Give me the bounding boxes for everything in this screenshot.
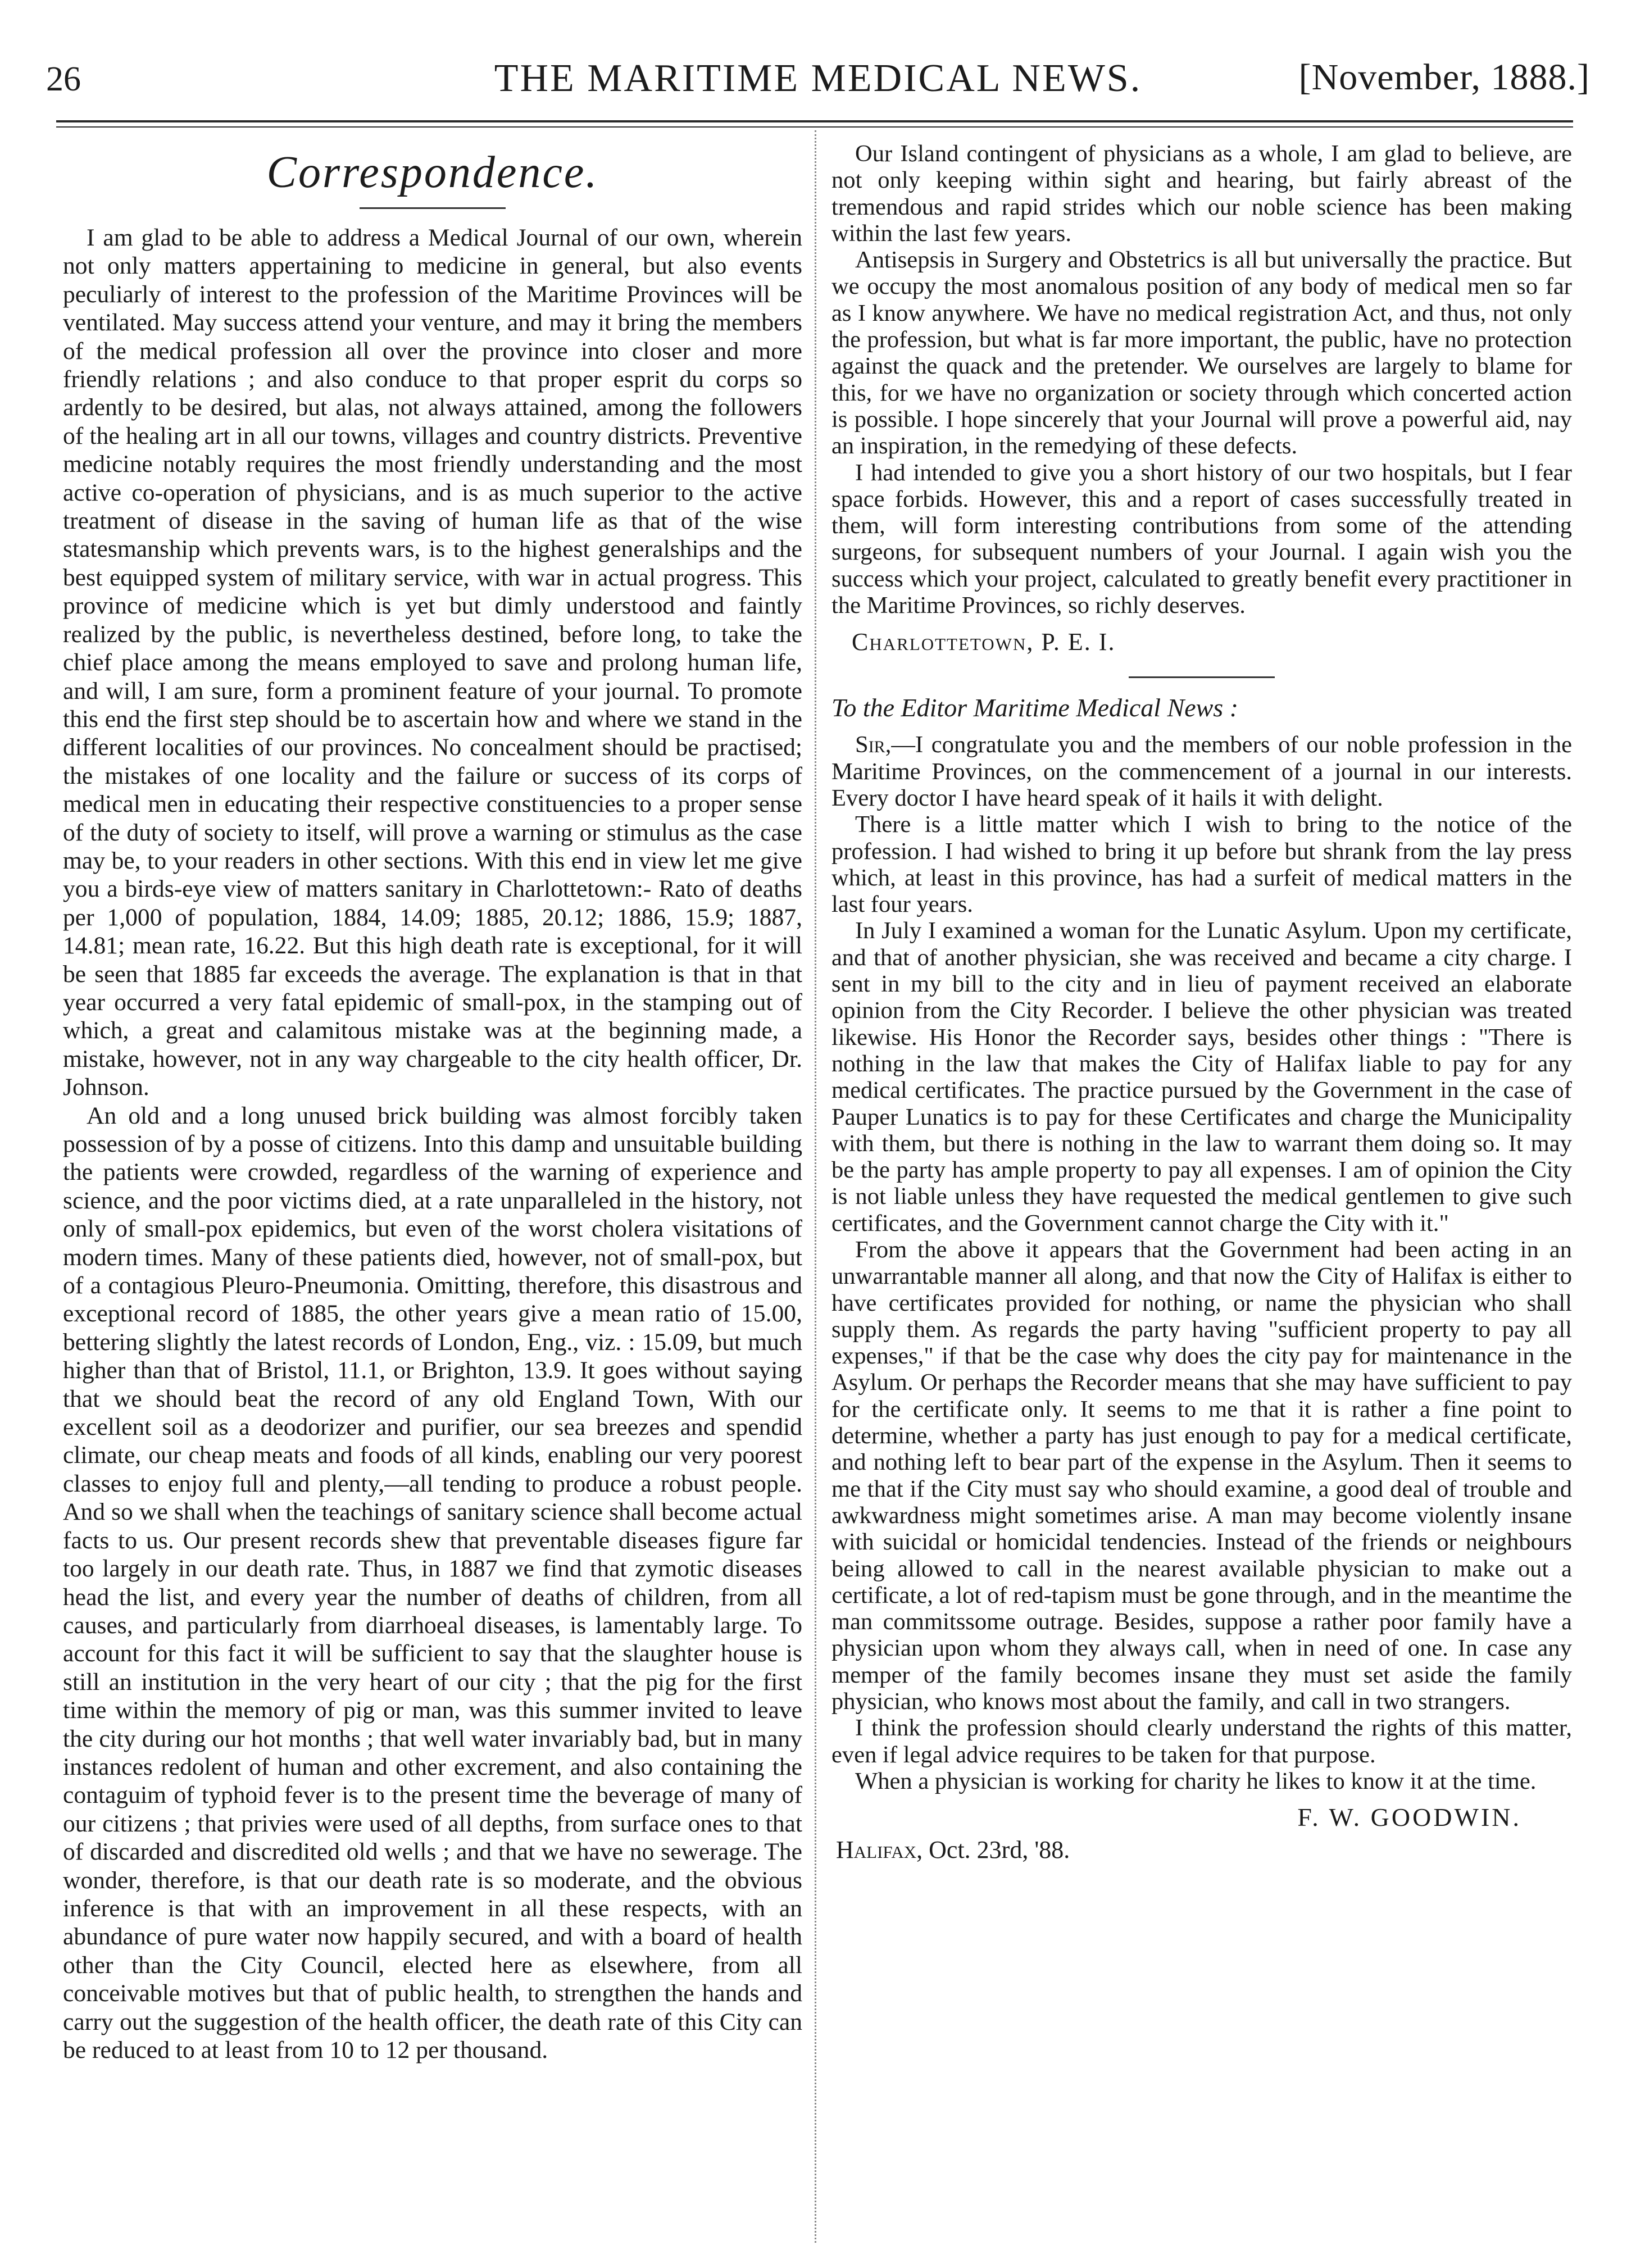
header-rule-top	[56, 120, 1573, 122]
page-number: 26	[46, 60, 81, 98]
salutation: Sir,	[855, 731, 892, 758]
header-rule-bottom	[56, 126, 1573, 128]
left-column	[63, 140, 802, 2219]
dateline	[836, 1835, 1572, 1864]
right-column	[831, 140, 1572, 2219]
journal-title: THE MARITIME MEDICAL NEWS.	[494, 57, 1142, 100]
page-header	[46, 52, 1590, 110]
paragraph: I am glad to be able to address a Medical Journal of our own, wherein not only matters appertaining to medicine in general, but also events peculiarly of interest to the profession of the Maritime Provinces will be ventilated. May success attend your venture, and may it bring the members of the medical profession all over the province into closer and more friendly relations ; and also conduce to that proper esprit du corps so ardently to be desired, but alas, not always attained, among the followers of the healing art in all our towns, villages and country districts. Preventive medicine notably requires the most friendly understanding and the most active co-operation of physicians, and is as much superior to the active treatment of disease in the saving of human life as that of the wise statesmanship which prevents wars, is to the highest generalships and the best equipped system of military service, with war in actual progress. This province of medicine which is yet but dimly understood and faintly realized by the public, is nevertheless destined, before long, to take the chief place among the means employed to save and prolong human life, and will, I am sure, form a prominent feature of your journal. To promote this end the first step should be to ascertain how and where we stand in the different localities of our provinces. No concealment should be practised; the mistakes of one locality and the failure or success of its corps of medical men in educating their respective constituencies to a proper sense of the duty of society to itself, will prove a warning or stimulus as the case may be, to your readers in other sections. With this end in view let me give you a birds-eye view of matters sanitary in Charlottetown:- Rato of deaths per 1,000 of population, 1884, 14.09; 1885, 20.12; 1886, 15.9; 1887, 14.81; mean rate, 16.22. But this high death rate is exceptional, for it will be seen that 1885 far exceeds the average. The explanation is that in that year occurred a very fatal epidemic of small-pox, in the stamping out of which, a great and calamitous mistake was at the beginning made, a mistake, however, not in any way chargeable to the city health officer, Dr. Johnson.	[63, 224, 802, 1101]
paragraph: An old and a long unused brick building was almost forcibly taken possession of by a posse of citizens. Into this damp and unsuitable building the patients were crowded, regardless of the warning of experience and science, and the poor victims died, at a rate unparalleled in the history, not only of small-pox epidemics, but even of the worst cholera visitations of modern times. Many of these patients died, however, not of small-pox, but of a contagious Pleuro-Pneumonia. Omitting, therefore, this disastrous and exceptional record of 1885, the other years give a mean ratio of 15.00, bettering slightly the latest records of London, Eng., viz. : 15.09, but much higher than that of Bristol, 11.1, or Brighton, 13.9. It goes without saying that we should beat the record of any old England Town, With our excellent soil as a deodorizer and purifier, our sea breezes and spendid climate, our cheap meats and foods of all kinds, enabling our very poorest classes to enjoy full and plenty,—all tending to produce a robust people. And so we shall when the teachings of sanitary science shall become actual facts to us. Our present records shew that preventable diseases figure far too largely in our death rate. Thus, in 1887 we find that zymotic diseases head the list, and every year the number of deaths of children, from all causes, and particularly from diarrhoeal diseases, is lamentably large. To account for this fact it will be sufficient to say that the slaughter house is still an institution in the very heart of our city ; that the pig for the first time within the memory of pig or man, was this summer invited to leave the city during our hot months ; that well water invariably bad, but in many instances redolent of human and other excrement, and also containing the contaguim of typhoid fever is to the present time the beverage of many of our citizens ; that privies were used of all depths, from surface ones to that of discarded and discredited old wells ; and that we have no sewerage. The wonder, therefore, is that our death rate is so moderate, and the obvious inference is that with an improvement in all these respects, with an abundance of pure water now happily secured, and with a board of health other than the City Council, elected here as elsewhere, from all conceivable motives but that of public health, to strengthen the hands and carry out the suggestion of the health officer, the death rate of this City can be reduced to at least from 10 to 12 per thousand.	[63, 1102, 802, 2064]
paragraph: Antisepsis in Surgery and Obstetrics is all but universally the practice. But we occupy the most anomalous position of any body of medical men so far as I know anywhere. We have no medical registration Act, and thus, not only the profession, but what is far more important, the public, have no protection against the quack and the pretender. We ourselves are largely to blame for this, for we have no organization or society through which concerted action is possible. I hope sincerely that your Journal will prove a powerful aid, nay an inspiration, in the remedying of these defects.	[831, 247, 1572, 460]
signature-name: F. W. GOODWIN.	[1297, 1803, 1521, 1832]
paragraph: Our Island contingent of physicians as a whole, I am glad to believe, are not only keeping within sight and hearing, but fairly abreast of the tremendous and rapid strides which our noble science has been making within the last few years.	[831, 140, 1572, 247]
paragraph: I think the profession should clearly understand the rights of this matter, even if legal advice requires to be taken for that purpose.	[831, 1715, 1572, 1768]
paragraph: In July I examined a woman for the Lunatic Asylum. Upon my certificate, and that of another physician, she was received and became a city charge. I sent in my bill to the city and in lieu of payment received an elaborate opinion from the City Recorder. I believe the other physician was treated likewise. His Honor the Recorder says, besides other things : "There is nothing in the law that makes the City of Halifax liable to pay for any medical certificates. The practice pursued by the Government in the case of Pauper Lunatics is to pay for these Certificates and charge the Municipality with them, but there is nothing in the law to warrant them doing so. It may be the party has ample property to pay all expenses. I am of opinion the City is not liable unless they have requested the medical gentlemen to give such certificates, and the Government cannot charge the City with it."	[831, 917, 1572, 1237]
paragraph	[831, 731, 1572, 811]
paragraph: When a physician is working for charity he likes to know it at the time.	[855, 1767, 1537, 1794]
paragraph: I had intended to give you a short history of our two hospitals, but I fear space forbids. However, this and a report of cases successfully treated in them, will form interesting contributions from some of the attending surgeons, for subsequent numbers of your Journal. I again wish you the success which your project, calculated to greatly benefit every practitioner in the Maritime Provinces, so richly deserves.	[831, 459, 1572, 619]
letter-divider	[1129, 676, 1275, 678]
title-divider	[360, 207, 506, 209]
dateline-date: , Oct. 23rd, '88.	[916, 1836, 1070, 1864]
signature-place: Charlottetown, P. E. I.	[852, 628, 1116, 656]
paragraph: There is a little matter which I wish to bring to the notice of the profession. I had wished to bring it up before but shrank from the lay press which, at least in this province, has had a surfeit of medical matters in the last four years.	[831, 811, 1572, 918]
paragraph-text: —I congratulate you and the members of our noble profession in the Maritime Provinces, on the commencement of a journal in our interests. Every doctor I have heard speak of it hails it with delight.	[831, 731, 1572, 811]
section-title: Correspondence.	[266, 148, 599, 197]
paragraph: From the above it appears that the Government had been acting in an unwarrantable manner all along, and that now the City of Halifax is either to have certificates provided for nothing, or name the physician who shall supply them. As regards the party having "sufficient property to pay all expenses," if that be the case why does the city pay for maintenance in the Asylum. Or perhaps the Recorder means that she may have sufficient to pay for the certificate only. It seems to me that it is rather a fine point to determine, whether a party has just enough to pay for a medical certificate, and nothing left to bear part of the expense in the Asylum. Then it seems to me that if the City must say who should examine, a good deal of trouble and awkwardness might sometimes arise. A man may become violently insane with suicidal or homicidal tendencies. Instead of the friends or neighbours being allowed to call in the nearest available physician to make out a certificate, a lot of red-tapism must be gone through, and in the meantime the man commitssome outrage. Besides, suppose a rather poor family have a physician upon whom they always call, when in need of one. In case any memper of the family becomes insane they must set aside the family physician, who knows most about the family, and call in two strangers.	[831, 1236, 1572, 1715]
addressee: To the Editor Maritime Medical News :	[831, 693, 1239, 722]
issue-date: [November, 1888.]	[1298, 57, 1590, 98]
column-divider	[815, 130, 816, 2243]
dateline-place: Halifax	[836, 1836, 917, 1864]
